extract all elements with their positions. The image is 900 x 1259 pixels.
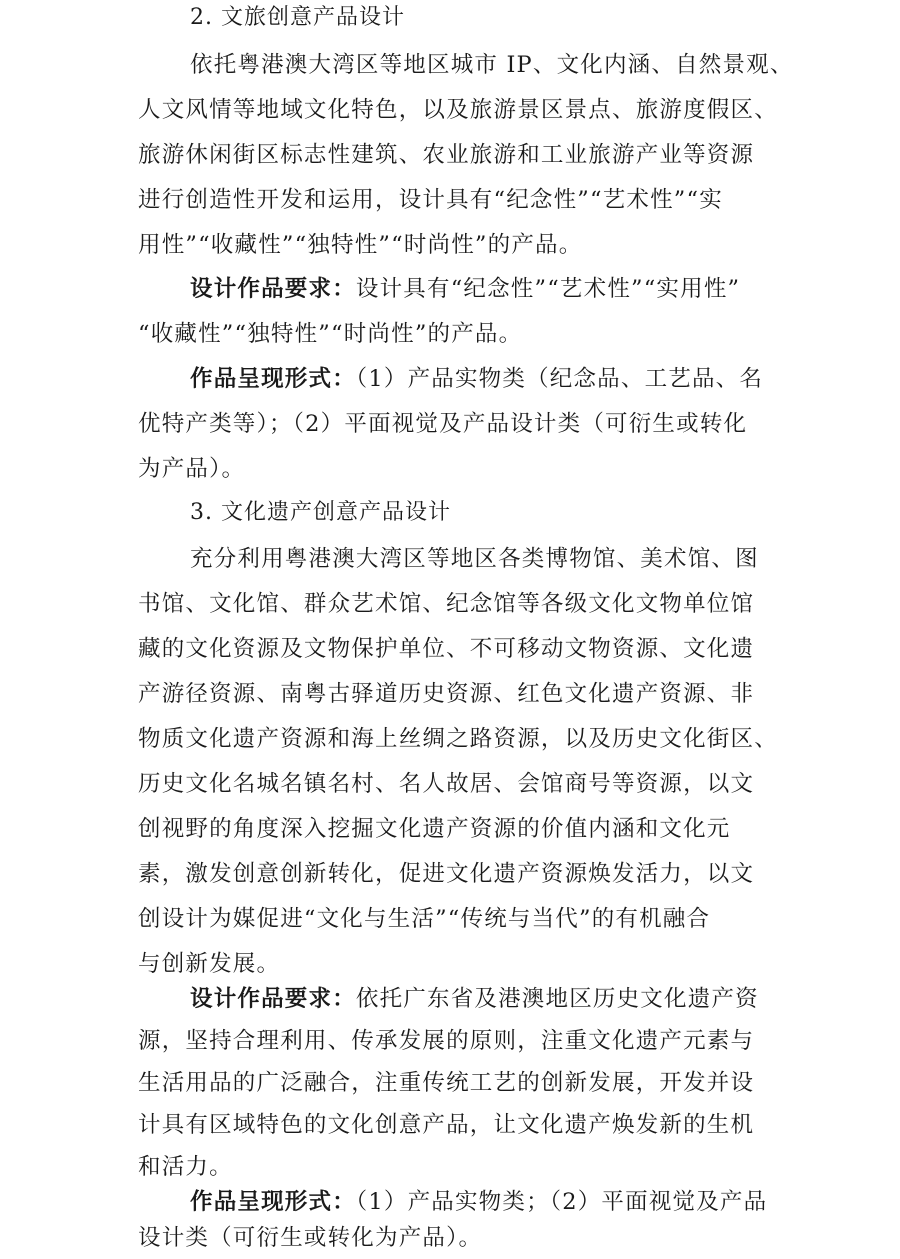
paragraph-line bbox=[190, 363, 763, 395]
paragraph-line: 源，坚持合理利用、传承发展的原则，注重文化遗产元素与 bbox=[138, 1028, 755, 1054]
form-label: 作品呈现形式： bbox=[190, 366, 356, 392]
paragraph-line: 人文风情等地域文化特色，以及旅游景区景点、旅游度假区、 bbox=[138, 97, 778, 123]
paragraph-line: 旅游休闲街区标志性建筑、农业旅游和工业旅游产业等资源 bbox=[138, 142, 755, 168]
paragraph-line: 创视野的角度深入挖掘文化遗产资源的价值内涵和文化元 bbox=[138, 816, 731, 842]
requirements-text: 依托广东省及港澳地区历史文化遗产资 bbox=[355, 986, 759, 1012]
paragraph-line: 依托粤港澳大湾区等地区城市 IP、文化内涵、自然景观、 bbox=[190, 52, 794, 78]
paragraph-line: “收藏性”“独特性”“时尚性”的产品。 bbox=[138, 321, 523, 347]
paragraph-line: 进行创造性开发和运用，设计具有“纪念性”“艺术性”“实 bbox=[138, 187, 723, 213]
paragraph-line: 产游径资源、南粤古驿道历史资源、红色文化遗产资源、非 bbox=[138, 681, 755, 707]
paragraph-line bbox=[190, 273, 740, 305]
section-2-heading: 2. 文旅创意产品设计 bbox=[190, 5, 405, 30]
paragraph-line: 书馆、文化馆、群众艺术馆、纪念馆等各级文化文物单位馆 bbox=[138, 591, 755, 617]
form-text: （1）产品实物类（纪念品、工艺品、名 bbox=[355, 366, 764, 392]
requirements-text: 设计具有“纪念性”“艺术性”“实用性” bbox=[355, 276, 741, 302]
paragraph-line: 与创新发展。 bbox=[138, 951, 281, 977]
paragraph-line: 素，激发创意创新转化，促进文化遗产资源焕发活力，以文 bbox=[138, 861, 755, 887]
paragraph-line: 物质文化遗产资源和海上丝绸之路资源，以及历史文化街区、 bbox=[138, 726, 778, 752]
paragraph-line: 生活用品的广泛融合，注重传统工艺的创新发展，开发并设 bbox=[138, 1070, 755, 1096]
paragraph-line: 和活力。 bbox=[138, 1154, 233, 1180]
requirements-label: 设计作品要求： bbox=[190, 276, 356, 302]
requirements-label: 设计作品要求： bbox=[190, 986, 356, 1012]
paragraph-line: 创设计为媒促进“文化与生活”“传统与当代”的有机融合 bbox=[138, 906, 711, 932]
paragraph-line: 藏的文化资源及文物保护单位、不可移动文物资源、文化遗 bbox=[138, 636, 755, 662]
paragraph-line: 为产品）。 bbox=[138, 456, 246, 482]
paragraph-line: 设计类（可衍生或转化为产品）。 bbox=[138, 1225, 483, 1251]
paragraph-line: 用性”“收藏性”“独特性”“时尚性”的产品。 bbox=[138, 232, 583, 258]
form-text: （1）产品实物类；（2）平面视觉及产品 bbox=[355, 1189, 768, 1215]
paragraph-line: 计具有区域特色的文化创意产品，让文化遗产焕发新的生机 bbox=[138, 1112, 755, 1138]
section-3-heading: 3. 文化遗产创意产品设计 bbox=[190, 500, 451, 525]
paragraph-line: 优特产类等）；（2）平面视觉及产品设计类（可衍生或转化 bbox=[138, 411, 748, 437]
paragraph-line bbox=[190, 983, 759, 1015]
form-label: 作品呈现形式： bbox=[190, 1189, 356, 1215]
paragraph-line: 充分利用粤港澳大湾区等地区各类博物馆、美术馆、图 bbox=[190, 546, 759, 572]
paragraph-line: 历史文化名城名镇名村、名人故居、会馆商号等资源，以文 bbox=[138, 771, 755, 797]
